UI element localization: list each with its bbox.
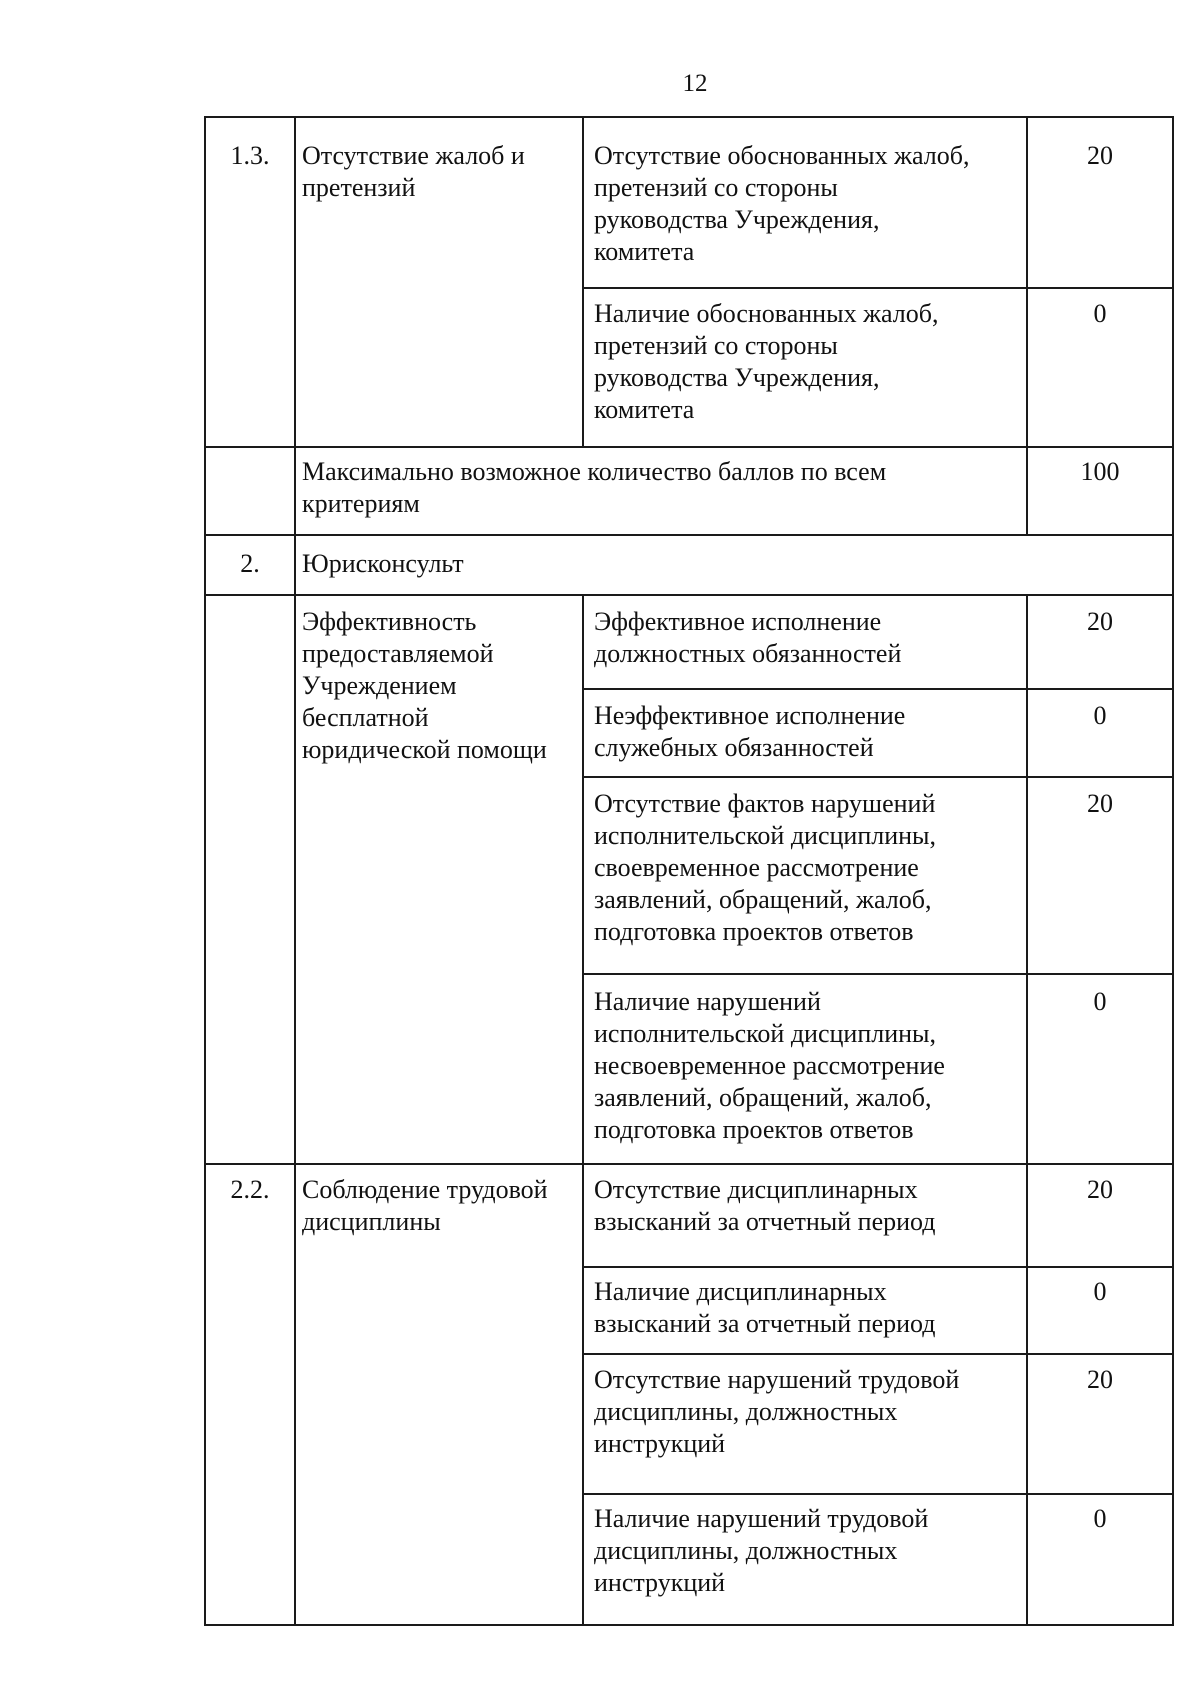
table-border-top <box>204 116 1174 118</box>
indicator-cell <box>594 700 905 764</box>
indicator-line: должностных обязанностей <box>594 639 902 668</box>
section-number: 2. <box>240 549 260 578</box>
row-divider <box>204 446 1174 448</box>
indicator-line: руководства Учреждения, <box>594 205 880 234</box>
indicator-line: претензий со стороны <box>594 331 838 360</box>
row-divider <box>582 1493 1174 1495</box>
indicator-line: заявлений, обращений, жалоб, <box>594 885 932 914</box>
row-divider <box>582 1266 1174 1268</box>
indicator-line: Неэффективное исполнение <box>594 701 906 730</box>
criterion-cell <box>302 606 547 766</box>
col-divider <box>294 116 296 1626</box>
col-divider <box>582 116 584 448</box>
indicator-line: инструкций <box>594 1429 726 1458</box>
row-divider <box>204 594 1174 596</box>
row-divider <box>582 776 1174 778</box>
row-divider <box>582 287 1174 289</box>
indicator-line: комитета <box>594 395 695 424</box>
indicator-line: взысканий за отчетный период <box>594 1309 936 1338</box>
indicator-line: взысканий за отчетный период <box>594 1207 936 1236</box>
criterion-line: Соблюдение трудовой <box>302 1175 548 1204</box>
indicator-line: руководства Учреждения, <box>594 363 880 392</box>
section-number: 1.3. <box>230 141 270 170</box>
indicator-cell <box>594 1276 936 1340</box>
col-divider <box>582 594 584 1626</box>
max-score-line: Максимально возможное количество баллов по всем <box>302 457 887 486</box>
indicator-cell <box>594 1503 928 1599</box>
indicator-cell <box>594 788 936 948</box>
indicator-line: заявлений, обращений, жалоб, <box>594 1083 932 1112</box>
criterion-line: претензий <box>302 173 416 202</box>
points-cell: 20 <box>1087 789 1113 818</box>
points-cell: 0 <box>1093 987 1107 1016</box>
indicator-line: Наличие нарушений трудовой <box>594 1504 929 1533</box>
points-cell: 20 <box>1087 141 1113 170</box>
indicator-line: Наличие нарушений <box>594 987 821 1016</box>
max-score-label <box>302 456 886 520</box>
points-cell: 20 <box>1087 1175 1113 1204</box>
indicator-line: Отсутствие обоснованных жалоб, <box>594 141 970 170</box>
indicator-cell <box>594 1364 959 1460</box>
indicator-cell <box>594 1174 936 1238</box>
indicator-line: Отсутствие дисциплинарных <box>594 1175 918 1204</box>
criterion-line: Отсутствие жалоб и <box>302 141 525 170</box>
row-divider <box>582 973 1174 975</box>
row-divider <box>204 1163 1174 1165</box>
indicator-line: исполнительской дисциплины, <box>594 1019 937 1048</box>
table-border-right <box>1172 116 1174 1626</box>
points-cell: 0 <box>1093 299 1107 328</box>
row-divider <box>582 1353 1174 1355</box>
indicator-line: дисциплины, должностных <box>594 1536 898 1565</box>
indicator-cell <box>594 986 945 1146</box>
points-cell: 0 <box>1093 1277 1107 1306</box>
max-score-points: 100 <box>1080 457 1120 486</box>
criterion-line: бесплатной <box>302 703 429 732</box>
section-number: 2.2. <box>230 1175 270 1204</box>
indicator-line: инструкций <box>594 1568 726 1597</box>
indicator-line: Отсутствие фактов нарушений <box>594 789 936 818</box>
criterion-line: Учреждением <box>302 671 457 700</box>
criterion-line: дисциплины <box>302 1207 441 1236</box>
indicator-cell <box>594 606 901 670</box>
indicator-cell <box>594 298 939 426</box>
indicator-line: служебных обязанностей <box>594 733 874 762</box>
indicator-line: дисциплины, должностных <box>594 1397 898 1426</box>
indicator-line: претензий со стороны <box>594 173 838 202</box>
indicator-cell <box>594 140 970 268</box>
points-cell: 20 <box>1087 607 1113 636</box>
row-divider <box>204 534 1174 536</box>
row-divider <box>582 688 1174 690</box>
indicator-line: подготовка проектов ответов <box>594 1115 914 1144</box>
indicator-line: Наличие обоснованных жалоб, <box>594 299 939 328</box>
criterion-cell <box>302 140 525 204</box>
points-cell: 0 <box>1093 701 1107 730</box>
indicator-line: Отсутствие нарушений трудовой <box>594 1365 960 1394</box>
indicator-line: комитета <box>594 237 695 266</box>
criterion-line: предоставляемой <box>302 639 494 668</box>
table-border-bottom <box>204 1624 1174 1626</box>
col-divider <box>1026 594 1028 1626</box>
points-cell: 0 <box>1093 1504 1107 1533</box>
criterion-cell <box>302 1174 548 1238</box>
indicator-line: исполнительской дисциплины, <box>594 821 937 850</box>
indicator-line: Наличие дисциплинарных <box>594 1277 887 1306</box>
indicator-line: Эффективное исполнение <box>594 607 882 636</box>
criterion-line: юридической помощи <box>302 735 547 764</box>
page-number: 12 <box>682 70 708 97</box>
indicator-line: несвоевременное рассмотрение <box>594 1051 945 1080</box>
criterion-line: Эффективность <box>302 607 477 636</box>
points-cell: 20 <box>1087 1365 1113 1394</box>
max-score-line: критериям <box>302 489 420 518</box>
indicator-line: своевременное рассмотрение <box>594 853 919 882</box>
table-border-left <box>204 116 206 1626</box>
section-title: Юрисконсульт <box>302 549 464 578</box>
indicator-line: подготовка проектов ответов <box>594 917 914 946</box>
